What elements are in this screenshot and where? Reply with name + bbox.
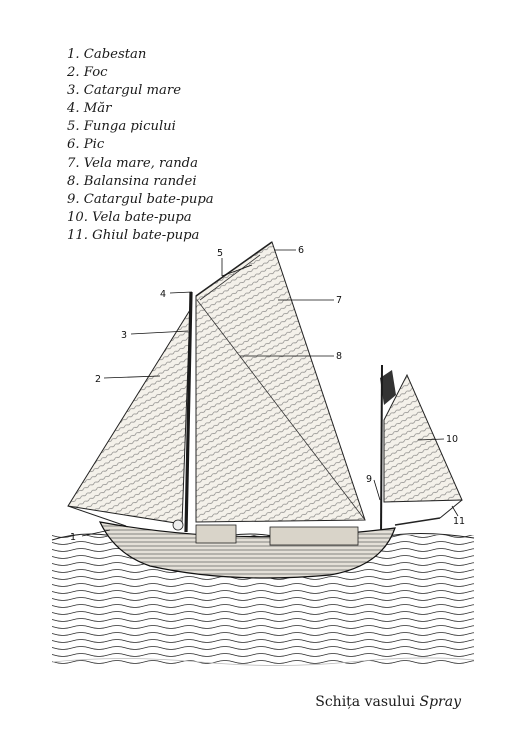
legend-item-pic: 6. Pic bbox=[67, 137, 105, 153]
callout-6: 6 bbox=[298, 245, 305, 256]
callout-11: 11 bbox=[453, 516, 466, 527]
jib-sail bbox=[68, 310, 190, 524]
legend-item-foc: 2. Foc bbox=[67, 65, 108, 81]
legend-item-funga-picului: 5. Funga picului bbox=[67, 119, 176, 135]
legend-item-mar: 4. Măr bbox=[67, 101, 112, 117]
figure-caption bbox=[315, 694, 461, 710]
legend-item-ghiul-bate-pupa: 11. Ghiul bate-pupa bbox=[67, 227, 200, 243]
callout-1: 1 bbox=[70, 532, 77, 543]
legend-item-cabestan: 1. Cabestan bbox=[67, 47, 147, 62]
caption-text: Schița vasului bbox=[315, 694, 420, 710]
legend-item-catargul-bate-pupa: 9. Catargul bate-pupa bbox=[67, 191, 214, 207]
legend-item-vela-bate-pupa: 10. Vela bate-pupa bbox=[67, 209, 192, 225]
callout-4: 4 bbox=[160, 289, 167, 300]
callout-7: 7 bbox=[336, 295, 343, 306]
sailboat-illustration bbox=[0, 230, 523, 680]
caption-vessel-name: Spray bbox=[419, 694, 461, 710]
legend-item-catargul-mare: 3. Catargul mare bbox=[67, 83, 182, 99]
callout-3: 3 bbox=[121, 330, 128, 341]
callout-5: 5 bbox=[217, 248, 224, 259]
legend-item-vela-mare: 7. Vela mare, randa bbox=[67, 155, 198, 171]
callout-8: 8 bbox=[336, 351, 343, 362]
parts-legend bbox=[67, 46, 214, 245]
callout-2: 2 bbox=[95, 374, 102, 385]
legend-item-balansina-randei: 8. Balansina randei bbox=[67, 173, 197, 189]
callout-10: 10 bbox=[446, 434, 459, 445]
callout-9: 9 bbox=[366, 474, 373, 485]
